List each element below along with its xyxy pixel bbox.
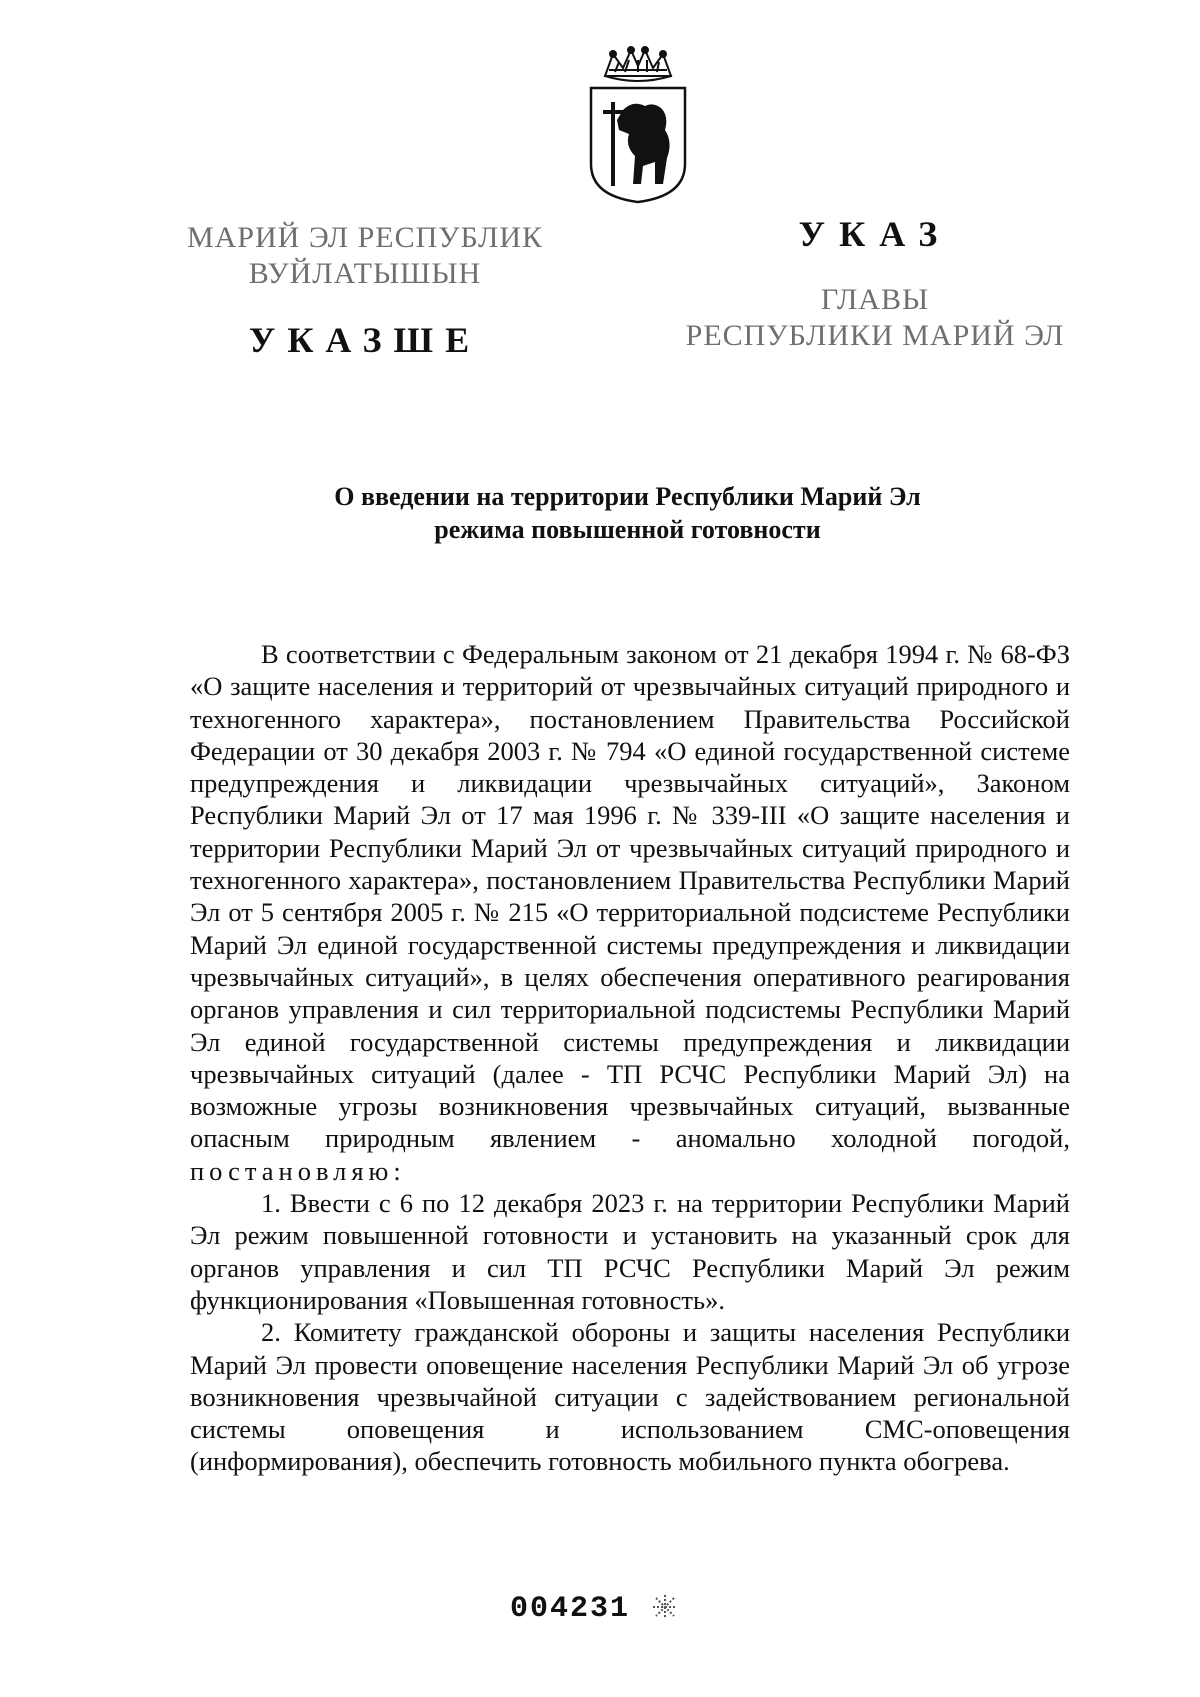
- title-line-1: О введении на территории Республики Марий Эл: [334, 482, 921, 511]
- decree-word: постановляю:: [190, 1155, 406, 1186]
- document-body: [190, 638, 1070, 1478]
- header-mari-head: ВУЙЛАТЫШЫН: [248, 257, 482, 290]
- header-mari-republic: МАРИЙ ЭЛ РЕСПУБЛИК: [186, 221, 544, 254]
- header-republic: РЕСПУБЛИКИ МАРИЙ ЭЛ: [685, 319, 1065, 352]
- paragraph-item-1: 1. Ввести с 6 по 12 декабря 2023 г. на территории Республики Марий Эл режим повышенной готовности и установить на указанный срок для органов управления и сил ТП РСЧС Республики Марий Эл режим функционирования «Повышенная готовность».: [190, 1188, 1070, 1315]
- header-decree-title: УКАЗ: [798, 214, 952, 254]
- coat-of-arms-emblem: [583, 46, 693, 206]
- title-line-2: режима повышенной готовности: [434, 515, 821, 544]
- header-head: ГЛАВЫ: [820, 283, 930, 316]
- paragraph-item-2: 2. Комитету гражданской обороны и защиты населения Республики Марий Эл провести оповещение населения Республики Марий Эл об угрозе возникновения чрезвычайной ситуации с задействованием региональной системы оповещения и использованием СМС-оповещения (информирования), обеспечить готовность мобильного пункта обогрева.: [190, 1317, 1070, 1477]
- serial-number: 004231: [510, 1592, 631, 1626]
- document-title: [185, 480, 1070, 546]
- header-russian: [650, 212, 1100, 354]
- asterisk-stamp-icon: [650, 1592, 680, 1622]
- header-mari: [185, 220, 545, 360]
- paragraph-preamble: [190, 638, 1070, 1187]
- preamble-text: В соответствии с Федеральным законом от 21 декабря 1994 г. № 68-ФЗ «О защите населения и территорий от чрезвычайных ситуаций природного и техногенного характера», постановлением Правительства Российской Федерации от 30 декабря 2003 г. № 794 «О единой государственной системе предупреждения и ликвидации чрезвычайных ситуаций», Законом Республики Марий Эл от 17 мая 1996 г. № 339-III «О защите населения и территории Республики Марий Эл от чрезвычайных ситуаций природного и техногенного характера», постановлением Правительства Республики Марий Эл от 5 сентября 2005 г. № 215 «О территориальной подсистеме Республики Марий Эл единой государственной системы предупреждения и ликвидации чрезвычайных ситуаций», в целях обеспечения оперативного реагирования органов управления и сил территориальной подсистемы Республики Марий Эл единой государственной системы предупреждения и ликвидации чрезвычайных ситуаций (далее - ТП РСЧС Республики Марий Эл) на возможные угрозы возникновения чрезвычайных ситуаций, вызванные опасным природным явлением - аномально холодной погодой,: [190, 639, 1070, 1154]
- header-mari-decree: УКАЗШЕ: [248, 320, 482, 360]
